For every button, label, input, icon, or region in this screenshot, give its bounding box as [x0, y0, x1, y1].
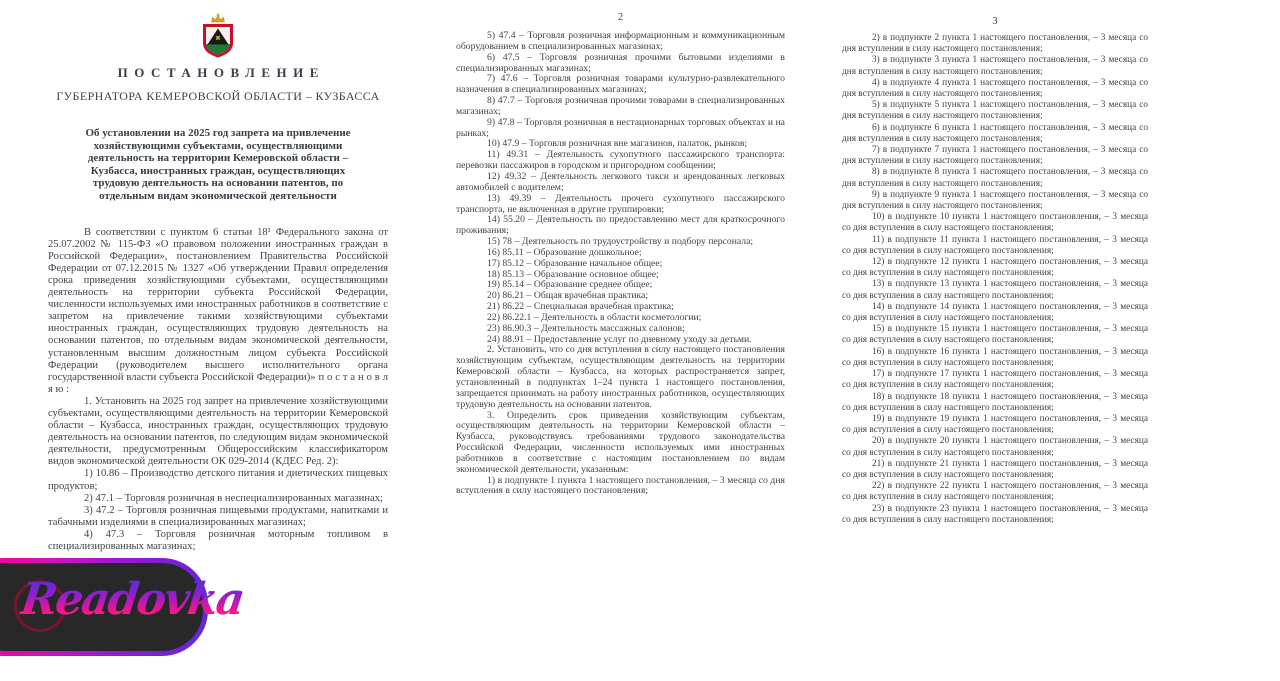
paragraph: 20) в подпункте 20 пункта 1 настоящего постановления, – 3 месяца со дня вступления в силу настоящего постановления; [842, 436, 1148, 458]
document-page-2 [456, 0, 785, 497]
paragraph: 7) в подпункте 7 пункта 1 настоящего постановления, – 3 месяца со дня вступления в силу настоящего постановления; [842, 145, 1148, 167]
paragraph: 13) 49.39 – Деятельность прочего сухопутного пассажирского транспорта, не включенная в другие группировки; [456, 192, 785, 215]
paragraph: 18) 85.13 – Образование основное общее; [487, 268, 659, 280]
paragraph: 20) 86.21 – Общая врачебная практика; [487, 290, 649, 302]
paragraph: 21) в подпункте 21 пункта 1 настоящего постановления, – 3 месяца со дня вступления в силу настоящего постановления; [842, 458, 1148, 480]
document-page-1 [48, 0, 388, 553]
paragraph: 17) 85.12 – Образование начальное общее; [487, 257, 663, 269]
paragraph: 3. Определить срок приведения хозяйствующим субъектам, осуществляющим деятельность на территории Кемеровской области – Кузбасса, руководствуясь требованиями трудового законодательства Российской Федерации, численности используемых ими иностранных работников в соответствие с настоящим постановлением по видам экономической деятельности, указанным: [456, 409, 785, 475]
paragraph: 5) в подпункте 5 пункта 1 настоящего постановления, – 3 месяца со дня вступления в силу настоящего постановления; [842, 100, 1148, 122]
paragraph: 11) в подпункте 11 пункта 1 настоящего постановления, – 3 месяца со дня вступления в силу настоящего постановления; [842, 234, 1148, 256]
paragraph: 4) 47.3 – Торговля розничная моторным топливом в специализированных магазинах; [48, 528, 388, 552]
paragraph: 6) в подпункте 6 пункта 1 настоящего постановления, – 3 месяца со дня вступления в силу настоящего постановления; [842, 122, 1148, 144]
paragraph: 8) 47.7 – Торговля розничная прочими товарами в специализированных магазинах; [456, 95, 785, 117]
paragraph: 22) 86.22.1 – Деятельность в области косметологии; [487, 311, 702, 323]
paragraph: 17) в подпункте 17 пункта 1 настоящего постановления, – 3 месяца со дня вступления в силу настоящего постановления; [842, 369, 1148, 391]
paragraph: 8) в подпункте 8 пункта 1 настоящего постановления, – 3 месяца со дня вступления в силу настоящего постановления; [842, 167, 1148, 189]
paragraph: 15) 78 – Деятельность по трудоустройству и подбору персонала; [487, 236, 754, 248]
paragraph: 2. Установить, что со дня вступления в силу настоящего постановления хозяйствующим субъектам, осуществляющим деятельность на территории Кемеровской области – Кузбасса, на которых распространяется запрет, установленный в подпунктах 1–24 пункта 1 настоящего постановления, запрещается принимать на работу иностранных работников, осуществляющих трудовую деятельность на основании патентов. [456, 344, 785, 410]
paragraph: 21) 86.22 – Специальная врачебная практика; [487, 301, 674, 313]
paragraph: 19) в подпункте 19 пункта 1 настоящего постановления, – 3 месяца со дня вступления в силу настоящего постановления; [842, 413, 1148, 436]
decree-heading: ПОСТАНОВЛЕНИЕ [117, 65, 325, 80]
paragraph: 13) в подпункте 13 пункта 1 настоящего постановления, – 3 месяца со дня вступления в силу настоящего постановления; [842, 279, 1148, 301]
paragraph: 24) 88.91 – Предоставление услуг по дневному уходу за детьми. [487, 333, 752, 345]
paragraph: 3) в подпункте 3 пункта 1 настоящего постановления, – 3 месяца со дня вступления в силу настоящего постановления; [842, 55, 1148, 77]
paragraph: 12) 49.32 – Деятельность легкового такси и арендованных легковых автомобилей с водителем; [456, 170, 785, 193]
paragraph: 11) 49.31 – Деятельность сухопутного пассажирского транспорта: перевозки пассажиров в городском и пригородном сообщении; [456, 149, 785, 172]
paragraph: 1) 10.86 – Производство детского питания и диетических пищевых продуктов; [48, 468, 388, 492]
paragraph: 4) в подпункте 4 пункта 1 настоящего постановления, – 3 месяца со дня вступления в силу настоящего постановления; [842, 77, 1148, 100]
paragraph: 15) в подпункте 15 пункта 1 настоящего постановления, – 3 месяца со дня вступления в силу настоящего постановления; [842, 324, 1148, 346]
paragraph: 9) в подпункте 9 пункта 1 настоящего постановления, – 3 месяца со дня вступления в силу настоящего постановления; [842, 189, 1148, 212]
page2-body [456, 31, 785, 497]
page1-body [48, 227, 388, 554]
paragraph: 23) в подпункте 23 пункта 1 настоящего постановления, – 3 месяца со дня вступления в силу настоящего постановления; [842, 503, 1148, 525]
page-number: 2 [617, 12, 624, 23]
page-number: 3 [992, 16, 998, 27]
paragraph: 14) 55.20 – Деятельность по предоставлению мест для краткосрочного проживания; [456, 214, 785, 237]
paragraph: 2) 47.1 – Торговля розничная в неспециализированных магазинах; [84, 492, 383, 504]
page3-body [842, 33, 1148, 526]
paragraph: 16) в подпункте 16 пункта 1 настоящего постановления, – 3 месяца со дня вступления в силу настоящего постановления; [842, 346, 1148, 368]
paragraph: 22) в подпункте 22 пункта 1 настоящего постановления, – 3 месяца со дня вступления в силу настоящего постановления; [842, 481, 1148, 503]
decree-title: Об установлении на 2025 год запрета на привлечение хозяйствующими субъектами, осуществляющими деятельность на территории Кемеровской области – Кузбасса, иностранных граждан, осуществляющих трудовую деятельность на основании патентов, по отдельным видам экономической деятельности [85, 127, 351, 202]
paragraph: 10) в подпункте 10 пункта 1 настоящего постановления, – 3 месяца со дня вступления в силу настоящего постановления; [842, 212, 1148, 234]
paragraph: 5) 47.4 – Торговля розничная информационным и коммуникационным оборудованием в специализированных магазинах; [456, 30, 785, 52]
readovka-logo-text: Readovka [17, 574, 246, 625]
kemerovo-coat-of-arms-icon [199, 13, 237, 59]
paragraph: 1. Установить на 2025 год запрет на привлечение хозяйствующими субъектами, осуществляющими деятельность на территории Кемеровской области – Кузбасса, иностранных граждан, осуществляющих трудовую деятельность на основании патентов, по следующим видам экономической деятельности, предусмотренным Общероссийским классификатором видов экономической деятельности ОК 029-2014 (КДЕС Ред. 2): [48, 395, 388, 468]
paragraph: 6) 47.5 – Торговля розничная прочими бытовыми изделиями в специализированных магазинах; [456, 51, 785, 74]
paragraph: 16) 85.11 – Образование дошкольное; [487, 246, 642, 258]
decree-issuer: ГУБЕРНАТОРА КЕМЕРОВСКОЙ ОБЛАСТИ – КУЗБАССА [56, 89, 380, 103]
paragraph: 23) 86.90.3 – Деятельность массажных салонов; [487, 322, 685, 334]
paragraph: 1) в подпункте 1 пункта 1 настоящего постановления, – 3 месяца со дня вступления в силу настоящего постановления; [456, 474, 785, 497]
paragraph: 3) 47.2 – Торговля розничная пищевыми продуктами, напитками и табачными изделиями в специализированных магазинах; [48, 504, 388, 528]
document-page-3 [842, 0, 1148, 526]
readovka-logo [0, 558, 246, 656]
paragraph: 2) в подпункте 2 пункта 1 настоящего постановления, – 3 месяца со дня вступления в силу настоящего постановления; [842, 33, 1148, 55]
paragraph: 12) в подпункте 12 пункта 1 настоящего постановления, – 3 месяца со дня вступления в силу настоящего постановления; [842, 257, 1148, 279]
paragraph: 19) 85.14 – Образование среднее общее; [487, 279, 653, 291]
paragraph: В соответствии с пунктом 6 статьи 18¹ Федерального закона от 25.07.2002 № 115-ФЗ «О правовом положении иностранных граждан в Российской Федерации», постановлением Правительства Российской Федерации от 07.12.2015 № 1327 «Об утверждении Правил определения срока приведения хозяйствующими субъектами, осуществляющими деятельность на территории субъекта Российской Федерации, численности используемых ими иностранных работников в соответствие с запретом на привлечение такими хозяйствующими субъектами иностранных граждан, осуществляющих трудовую деятельность на основании патентов, по отдельным видам экономической деятельности, установленным высшим должностным лицом субъекта Российской Федерации (руководителем высшего исполнительного органа государственной власти субъекта Российской Федерации)» п о с т а н о в л я ю : [48, 226, 388, 395]
paragraph: 14) в подпункте 14 пункта 1 настоящего постановления, – 3 месяца со дня вступления в силу настоящего постановления; [842, 301, 1148, 324]
paragraph: 10) 47.9 – Торговля розничная вне магазинов, палаток, рынков; [487, 138, 748, 150]
paragraph: 18) в подпункте 18 пункта 1 настоящего постановления, – 3 месяца со дня вступления в силу настоящего постановления; [842, 391, 1148, 413]
paragraph: 9) 47.8 – Торговля розничная в нестационарных торговых объектах и на рынках; [456, 116, 785, 139]
paragraph: 7) 47.6 – Торговля розничная товарами культурно-развлекательного назначения в специализированных магазинах; [456, 73, 785, 96]
